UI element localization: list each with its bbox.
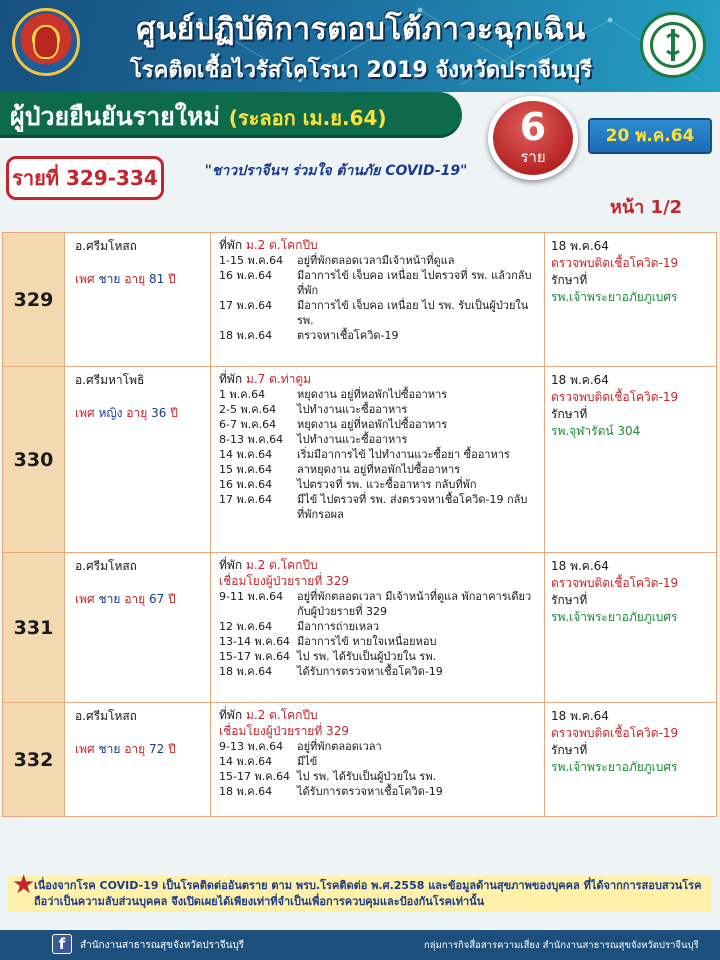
page-number: หน้า 1/2 — [610, 197, 683, 218]
residence — [219, 707, 544, 723]
footer — [0, 930, 720, 960]
age-label: อายุ — [124, 742, 146, 756]
sex-label: เพศ — [75, 272, 95, 286]
result-date: 18 พ.ค.64 — [551, 559, 609, 573]
event-date: 12 พ.ค.64 — [219, 620, 273, 633]
event-date: 16 พ.ค.64 — [219, 269, 273, 282]
residence-label: ที่พัก — [219, 372, 243, 386]
result-status: ตรวจพบติดเชื้อโควิด-19 — [551, 576, 679, 590]
privacy-notice — [8, 870, 712, 912]
timeline-event — [219, 477, 544, 492]
district: อ.ศรีมหาโพธิ — [75, 373, 145, 387]
treatment-label: รักษาที่ — [551, 407, 588, 421]
district: อ.ศรีมโหสถ — [75, 239, 137, 253]
timeline-event — [219, 432, 544, 447]
timeline-event — [219, 387, 544, 402]
event-date: 18 พ.ค.64 — [219, 329, 273, 342]
timeline-events — [219, 253, 544, 343]
case-row — [3, 233, 717, 367]
event-date: 17 พ.ค.64 — [219, 493, 273, 506]
sex-value: ชาย — [98, 742, 121, 756]
test-result — [545, 553, 717, 703]
event-text: ได้รับการตรวจหาเชื้อโควิด-19 — [297, 665, 443, 678]
residence-label: ที่พัก — [219, 238, 243, 252]
patient-info — [65, 703, 211, 817]
case-row — [3, 367, 717, 553]
age-unit: ปี — [168, 592, 176, 606]
timeline-event — [219, 417, 544, 432]
residence — [219, 237, 544, 253]
test-result — [545, 233, 717, 367]
event-date: 18 พ.ค.64 — [219, 665, 273, 678]
treatment-label: รักษาที่ — [551, 593, 588, 607]
case-count-badge — [488, 96, 578, 180]
patient-info — [65, 367, 211, 553]
timeline-event — [219, 664, 544, 679]
patient-demographics — [75, 590, 210, 609]
event-text: อยู่ที่พักตลอดเวลา มีเจ้าหน้าที่ดูแล พักอาคารเดียวกับผู้ป่วยรายที่ 329 — [297, 590, 532, 618]
timeline-event — [219, 462, 544, 477]
event-text: ไปตรวจที่ รพ. แวะซื้ออาหาร กลับที่พัก — [297, 478, 477, 491]
ministry-of-public-health-logo — [640, 12, 706, 78]
event-text: หยุดงาน อยู่ที่หอพักไปซื้ออาหาร — [297, 418, 448, 431]
patient-info — [65, 553, 211, 703]
test-result — [545, 367, 717, 553]
event-date: 14 พ.ค.64 — [219, 755, 273, 768]
sex-value: หญิง — [98, 406, 123, 420]
residence-label: ที่พัก — [219, 558, 243, 572]
case-link: เชื่อมโยงผู้ป่วยรายที่ 329 — [219, 574, 349, 588]
event-date: 6-7 พ.ค.64 — [219, 418, 277, 431]
result-status: ตรวจพบติดเชื้อโควิด-19 — [551, 726, 679, 740]
timeline-event — [219, 769, 544, 784]
event-text: หยุดงาน อยู่ที่หอพักไปซื้ออาหาร — [297, 388, 448, 401]
case-link: เชื่อมโยงผู้ป่วยรายที่ 329 — [219, 724, 349, 738]
result-status: ตรวจพบติดเชื้อโควิด-19 — [551, 256, 679, 270]
timeline-event — [219, 649, 544, 664]
event-text: เริ่มมีอาการไข้ ไปทำงานแวะซื้อยา ซื้ออาหาร — [297, 448, 510, 461]
facebook-icon[interactable]: f — [52, 934, 72, 954]
timeline-event — [219, 634, 544, 649]
provincial-seal-logo — [12, 8, 80, 76]
timeline-event — [219, 447, 544, 462]
age-label: อายุ — [124, 592, 146, 606]
event-date: 9-13 พ.ค.64 — [219, 740, 284, 753]
age-value: 81 — [149, 272, 165, 286]
event-text: ไป รพ. ได้รับเป็นผู้ป่วยใน รพ. — [297, 650, 437, 663]
district: อ.ศรีมโหสถ — [75, 559, 137, 573]
case-id: 332 — [3, 703, 65, 817]
case-count-unit: ราย — [520, 148, 546, 166]
event-text: มีไข้ — [297, 755, 318, 768]
event-text: มีไข้ ไปตรวจที่ รพ. ส่งตรวจหาเชื้อโควิด-19 กลับที่พักรอผล — [297, 493, 528, 521]
event-text: ไป รพ. ได้รับเป็นผู้ป่วยใน รพ. — [297, 770, 437, 783]
residence-value: ม.2 ต.โคกปีบ — [245, 558, 318, 572]
district: อ.ศรีมโหสถ — [75, 709, 137, 723]
event-text: ลาหยุดงาน อยู่ที่หอพักไปซื้ออาหาร — [297, 463, 461, 476]
event-date: 13-14 พ.ค.64 — [219, 635, 291, 648]
case-id: 329 — [3, 233, 65, 367]
residence — [219, 371, 544, 387]
treatment-label: รักษาที่ — [551, 743, 588, 757]
timeline — [211, 367, 545, 553]
timeline-event — [219, 492, 544, 522]
event-text: ไปทำงานแวะซื้ออาหาร — [297, 433, 408, 446]
hospital: รพ.เจ้าพระยาอภัยภูเบศร — [551, 760, 678, 774]
hospital: รพ.เจ้าพระยาอภัยภูเบศร — [551, 290, 678, 304]
banner-title: ผู้ป่วยยืนยันรายใหม่ — [10, 102, 220, 131]
event-text: มีอาการไข้ หายใจเหนื่อยหอบ — [297, 635, 437, 648]
age-unit: ปี — [168, 272, 176, 286]
age-unit: ปี — [168, 742, 176, 756]
age-label: อายุ — [124, 272, 146, 286]
page-subtitle: โรคติดเชื้อไวรัสโคโรนา 2019 จังหวัดปราจีนบุรี — [130, 58, 592, 83]
residence-value: ม.7 ต.ท่าตูม — [245, 372, 312, 386]
result-date: 18 พ.ค.64 — [551, 709, 609, 723]
hospital: รพ.เจ้าพระยาอภัยภูเบศร — [551, 610, 678, 624]
case-row — [3, 553, 717, 703]
patient-demographics — [75, 270, 210, 289]
timeline-event — [219, 589, 544, 619]
timeline-event — [219, 402, 544, 417]
event-date: 16 พ.ค.64 — [219, 478, 273, 491]
event-date: 15 พ.ค.64 — [219, 463, 273, 476]
case-id: 331 — [3, 553, 65, 703]
patient-demographics — [75, 740, 210, 759]
timeline-events — [219, 387, 544, 522]
sex-value: ชาย — [98, 272, 121, 286]
event-text: อยู่ที่พักตลอดเวลา — [297, 740, 382, 753]
case-count: 6 — [519, 105, 547, 149]
page-title: ศูนย์ปฏิบัติการตอบโต้ภาวะฉุกเฉิน — [136, 12, 586, 47]
event-date: 15-17 พ.ค.64 — [219, 650, 291, 663]
cases-table — [2, 232, 717, 817]
sex-label: เพศ — [75, 592, 95, 606]
result-date: 18 พ.ค.64 — [551, 373, 609, 387]
timeline — [211, 233, 545, 367]
age-label: อายุ — [126, 406, 148, 420]
timeline-event — [219, 619, 544, 634]
residence-label: ที่พัก — [219, 708, 243, 722]
age-value: 72 — [149, 742, 165, 756]
event-text: มีอาการไข้ เจ็บคอ เหนื่อย ไปตรวจที่ รพ. แล้วกลับที่พัก — [297, 269, 532, 297]
timeline-event — [219, 328, 544, 343]
event-date: 18 พ.ค.64 — [219, 785, 273, 798]
patient-demographics — [75, 404, 210, 423]
event-date: 14 พ.ค.64 — [219, 448, 273, 461]
age-value: 67 — [149, 592, 165, 606]
footer-agency: สำนักงานสาธารณสุขจังหวัดปราจีนบุรี — [80, 940, 245, 951]
event-date: 8-13 พ.ค.64 — [219, 433, 284, 446]
case-range: รายที่ 329-334 — [6, 156, 164, 200]
case-id: 330 — [3, 367, 65, 553]
slogan: "ชาวปราจีนฯ ร่วมใจ ต้านภัย COVID-19" — [204, 163, 468, 179]
test-result — [545, 703, 717, 817]
residence — [219, 557, 544, 573]
event-date: 17 พ.ค.64 — [219, 299, 273, 312]
timeline-events — [219, 589, 544, 679]
event-date: 1-15 พ.ค.64 — [219, 254, 284, 267]
age-unit: ปี — [170, 406, 178, 420]
event-date: 1 พ.ค.64 — [219, 388, 266, 401]
case-row — [3, 703, 717, 817]
residence-value: ม.2 ต.โคกปีบ — [245, 708, 318, 722]
star-icon: ★ — [12, 870, 36, 900]
timeline-event — [219, 268, 544, 298]
timeline-event — [219, 253, 544, 268]
treatment-label: รักษาที่ — [551, 273, 588, 287]
event-text: มีอาการไข้ เจ็บคอ เหนื่อย ไป รพ. รับเป็นผู้ป่วยใน รพ. — [297, 299, 529, 327]
event-text: มีอาการถ่ายเหลว — [297, 620, 379, 633]
residence-value: ม.2 ต.โคกปีบ — [245, 238, 318, 252]
event-text: ตรวจหาเชื้อโควิด-19 — [297, 329, 399, 342]
timeline — [211, 553, 545, 703]
event-date: 15-17 พ.ค.64 — [219, 770, 291, 783]
timeline — [211, 703, 545, 817]
event-date: 9-11 พ.ค.64 — [219, 590, 284, 603]
result-date: 18 พ.ค.64 — [551, 239, 609, 253]
timeline-event — [219, 298, 544, 328]
timeline-event — [219, 754, 544, 769]
event-text: ได้รับการตรวจหาเชื้อโควิด-19 — [297, 785, 443, 798]
event-text: อยู่ที่พักตลอดเวลามีเจ้าหน้าที่ดูแล — [297, 254, 455, 267]
header — [0, 0, 720, 92]
banner-wave: (ระลอก เม.ย.64) — [228, 106, 387, 130]
event-text: ไปทำงานแวะซื้ออาหาร — [297, 403, 408, 416]
sex-label: เพศ — [75, 742, 95, 756]
hospital: รพ.จุฬารัตน์ 304 — [551, 424, 641, 438]
footer-department: กลุ่มการกิจสื่อสารความเสี่ยง สำนักงานสาธารณสุขจังหวัดปราจีนบุรี — [424, 940, 699, 951]
timeline-event — [219, 739, 544, 754]
sex-value: ชาย — [98, 592, 121, 606]
new-cases-banner — [0, 92, 462, 138]
timeline-event — [219, 784, 544, 799]
privacy-notice-text: เนื่องจากโรค COVID-19 เป็นโรคติดต่ออันตราย ตาม พรบ.โรคติดต่อ พ.ศ.2558 และข้อมูลด้านสุขภาพของบุคคล ที่ได้จากการสอบสวนโรค ถือว่าเป็นความลับส่วนบุคคล จึงเปิดเผยได้เพียงเท่าที่จำเป็นเพื่อการควบคุมและป้องกันโรคเท่านั้น — [34, 879, 702, 908]
report-date: 20 พ.ค.64 — [588, 118, 712, 154]
sex-label: เพศ — [75, 406, 95, 420]
event-date: 2-5 พ.ค.64 — [219, 403, 277, 416]
patient-info — [65, 233, 211, 367]
timeline-events — [219, 739, 544, 799]
age-value: 36 — [151, 406, 167, 420]
result-status: ตรวจพบติดเชื้อโควิด-19 — [551, 390, 679, 404]
